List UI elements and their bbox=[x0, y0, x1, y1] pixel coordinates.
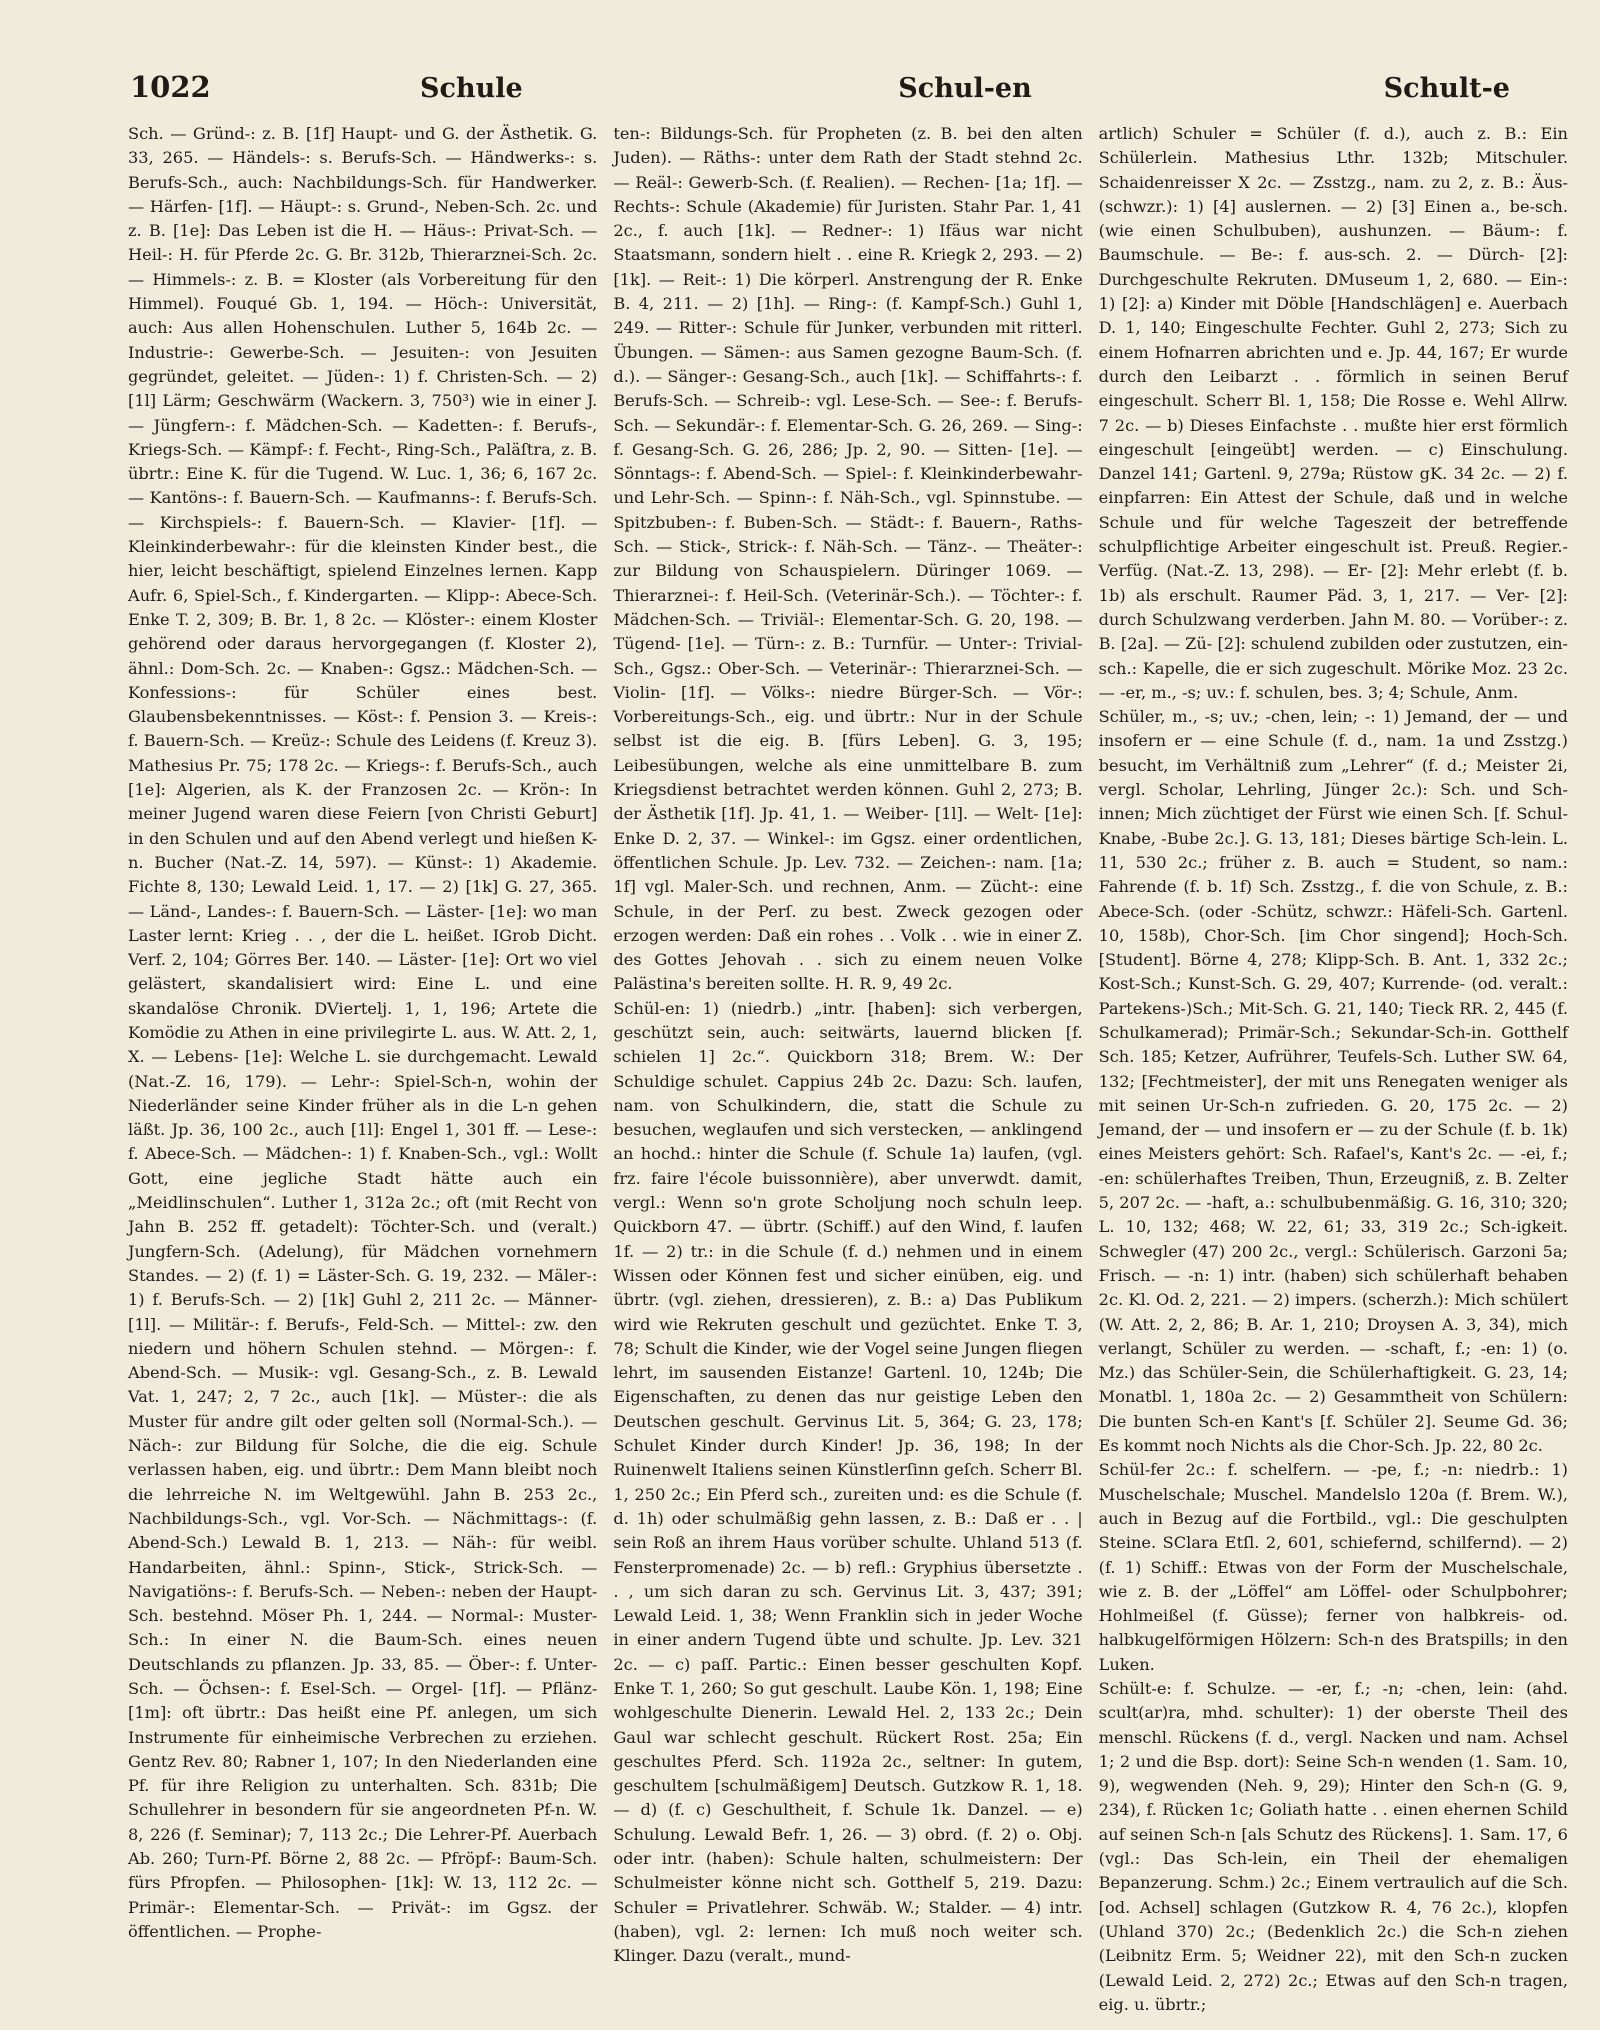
column-paragraph: ten-: Bildungs-Sch. für Propheten (z. B. bei den alten Juden). — Räths-: unter dem Rath der Stadt stehnd 2c. — Reäl-: Gewerb-Sch. (f. Realien). — Rechen- [1a; 1f]. — Rechts-: Schule (Akademie) für Juristen. Stahr Par. 1, 41 2c., f. auch [1k]. — Redner-: 1) Ifäus war nicht Staatsmann, sondern hielt . . eine R. Kriegk 2, 293. — 2) [1k]. — Reit-: 1) Die körperl. Anstrengung der R. Enke B. 4, 211. — 2) [1h]. — Ring-: (f. Kampf-Sch.) Guhl 1, 249. — Ritter-: Schule für Junker, verbunden mit ritterl. Übungen. — Sämen-: aus Samen gezogne Baum-Sch. (f. d.). — Sänger-: Gesang-Sch., auch [1k]. — Schiffahrts-: f. Berufs-Sch. — Schreib-: vgl. Lese-Sch. — See-: f. Berufs-Sch. — Sekundär-: f. Elementar-Sch. G. 26, 269. — Sing-: f. Gesang-Sch. G. 26, 286; Jp. 2, 90. — Sitten- [1e]. — Sönntags-: f. Abend-Sch. — Spiel-: f. Kleinkinderbewahr- und Lehr-Sch. — Spinn-: f. Näh-Sch., vgl. Spinnstube. — Spitzbuben-: f. Buben-Sch. — Städt-: f. Bauern-, Raths-Sch. — Stick-, Strick-: f. Näh-Sch. — Tänz-. — Theäter-: zur Bildung von Schauspielern. Düringer 1069. — Thierarznei-: f. Heil-Sch. (Veterinär-Sch.). — Töchter-: f. Mädchen-Sch. — Triviäl-: Elementar-Sch. G. 20, 198. — Tügend- [1e]. — Türn-: z. B.: Turnfür. — Unter-: Trivial-Sch., Ggsz.: Ober-Sch. — Veterinär-: Thierarznei-Sch. — Violin- [1f]. — Völks-: niedre Bürger-Sch. — Vör-: Vorbereitungs-Sch., eig. und übrtr.: Nur in der Schule selbst ist die eig. B. [fürs Leben]. G. 3, 195; Leibesübungen, welche als eine unmittelbare B. zum Kriegsdienst betrachtet werden können. Guhl 2, 273; B. der Ästhetik [1f]. Jp. 41, 1. — Weiber- [1l]. — Welt- [1e]: Enke D. 2, 37. — Winkel-: im Ggsz. einer ordentlichen, öffentlichen Schule. Jp. Lev. 732. — Zeichen-: nam. [1a; 1f] vgl. Maler-Sch. und rechnen, Anm. — Zücht-: eine Schule, in der Perſ. zu best. Zweck gezogen oder erzogen werden: Daß ein rohes . . Volk . . wie in einer Z. des Gottes Jehovah . . sich zu einem neuen Volke Palästina's bereiten sollte. H. R. 9, 49 2c. bbox=[613, 124, 1083, 994]
headword-right: Schult-e bbox=[1383, 73, 1510, 104]
page-number: 1022 bbox=[130, 70, 211, 104]
column-right bbox=[1098, 122, 1568, 2014]
headword-center: Schul-en bbox=[898, 73, 1032, 104]
text-columns bbox=[128, 122, 1568, 2014]
column-paragraph: Sch. — Gründ-: z. B. [1f] Haupt- und G. der Ästhetik. G. 33, 265. — Händels-: s. Berufs-Sch. — Händwerks-: s. Berufs-Sch., auch: Nachbildungs-Sch. für Handwerker. — Härfen- [1f]. — Häupt-: s. Grund-, Neben-Sch. 2c. und z. B. [1e]: Das Leben ist die H. — Häus-: Privat-Sch. — Heil-: H. für Pferde 2c. G. Br. 312b, Thierarznei-Sch. 2c. — Himmels-: z. B. = Kloster (als Vorbereitung für den Himmel). Fouqué Gb. 1, 194. — Höch-: Universität, auch: Aus allen Hohenschulen. Luther 5, 164b 2c. — Industrie-: Gewerbe-Sch. — Jesuiten-: von Jesuiten gegründet, geleitet. — Jüden-: 1) f. Christen-Sch. — 2) [1l] Lärm; Geschwärm (Wackern. 3, 750³) wie in einer J. — Jüngfern-: f. Mädchen-Sch. — Kadetten-: f. Berufs-, Kriegs-Sch. — Kämpf-: f. Fecht-, Ring-Sch., Paläſtra, z. B. übrtr.: Eine K. für die Tugend. W. Luc. 1, 36; 6, 167 2c. — Kantöns-: f. Bauern-Sch. — Kaufmanns-: f. Berufs-Sch. — Kirchspiels-: f. Bauern-Sch. — Klavier- [1f]. — Kleinkinderbewahr-: für die kleinsten Kinder best., die hier, leicht beschäftigt, spielend Einzelnes lernen. Kapp Aufr. 6, Spiel-Sch., f. Kindergarten. — Klipp-: Abece-Sch. Enke T. 2, 309; B. Br. 1, 8 2c. — Klöster-: einem Kloster gehörend oder daraus hervorgegangen (f. Kloster 2), ähnl.: Dom-Sch. 2c. — Knaben-: Ggsz.: Mädchen-Sch. — Konfessions-: für Schüler eines best. Glaubensbekenntnisses. — Köst-: f. Pension 3. — Kreis-: f. Bauern-Sch. — Kreüz-: Schule des Leidens (f. Kreuz 3). Mathesius Pr. 75; 178 2c. — Kriegs-: f. Berufs-Sch., auch [1e]: Algerien, als K. der Franzosen 2c. — Krön-: In meiner Jugend waren diese Feiern [von Christi Geburt] in den Schulen und auf den Abend verlegt und hießen K-n. Bucher (Nat.-Z. 14, 597). — Künst-: 1) Akademie. Fichte 8, 130; Lewald Leid. 1, 17. — 2) [1k] G. 27, 365. — Länd-, Landes-: f. Bauern-Sch. — Läster- [1e]: wo man Laster lernt: Krieg . . , der die L. heißet. IGrob Dicht. Verf. 2, 104; Görres Ber. 140. — Läster- [1e]: Ort wo viel gelästert, skandalisiert wird: Eine L. und eine skandalöse Chronik. DViertelj. 1, 1, 196; Artete die Komödie zu Athen in eine privilegirte L. aus. W. Att. 2, 1, X. — Lebens- [1e]: Welche L. sie durchgemacht. Lewald (Nat.-Z. 16, 179). — Lehr-: Spiel-Sch-n, wohin der Niederländer seine Kinder früher als in die L-n gehen läßt. Jp. 36, 100 2c., auch [1l]: Engel 1, 301 ff. — Lese-: f. Abece-Sch. — Mädchen-: 1) f. Knaben-Sch., vgl.: Wollt Gott, eine jegliche Stadt hätte auch ein „Meidlinschulen“. Luther 1, 312a 2c.; oft (mit Recht von Jahn B. 252 ff. getadelt): Töchter-Sch. und (veralt.) Jungfern-Sch. (Adelung), für Mädchen vornehmern Standes. — 2) (f. 1) = Läster-Sch. G. 19, 232. — Mäler-: 1) f. Berufs-Sch. — 2) [1k] Guhl 2, 211 2c. — Männer- [1l]. — Militär-: f. Berufs-, Feld-Sch. — Mittel-: zw. den niedern und höhern Schulen stehnd. — Mörgen-: f. Abend-Sch. — Musik-: vgl. Gesang-Sch., z. B. Lewald Vat. 1, 247; 2, 7 2c., auch [1k]. — Müster-: die als Muster für andre gilt oder gelten soll (Normal-Sch.). — Näch-: zur Bildung für Solche, die die eig. Schule verlassen haben, eig. und übrtr.: Dem Mann bleibt noch die lehrreiche N. im Weltgewühl. Jahn B. 253 2c., Nachbildungs-Sch., vgl. Vor-Sch. — Nächmittags-: (f. Abend-Sch.) Lewald B. 1, 213. — Näh-: für weibl. Handarbeiten, ähnl.: Spinn-, Stick-, Strick-Sch. — Navigatiöns-: f. Berufs-Sch. — Neben-: neben der Haupt-Sch. bestehnd. Möser Ph. 1, 244. — Normal-: Muster-Sch.: In einer N. die Baum-Sch. eines neuen Deutschlands zu pflanzen. Jp. 33, 85. — Öber-: f. Unter-Sch. — Öchsen-: f. Esel-Sch. — Orgel- [1f]. — Pflänz- [1m]: oft übrtr.: Das heißt eine Pf. anlegen, um sich Instrumente für einheimische Verbrechen zu erziehen. Gentz Rev. 80; Rabner 1, 107; In den Niederlanden eine Pf. für ihre Religion zu unterhalten. Sch. 831b; Die Schullehrer in besondern für sie angeordneten Pf-n. W. 8, 226 (f. Seminar); 7, 113 2c.; Die Lehrer-Pf. Auerbach Ab. 260; Turn-Pf. Börne 2, 88 2c. — Pfröpf-: Baum-Sch. fürs Pfropfen. — Philosophen- [1k]: W. 13, 112 2c. — Primär-: Elementar-Sch. — Privät-: im Ggsz. der öffentlichen. — Prophe- bbox=[128, 124, 598, 1941]
column-paragraph: Schül-fer 2c.: f. schelfern. — -pe, f.; -n: niedrb.: 1) Muschelschale; Muschel. Mandelslo 120a (f. Brem. W.), auch in Bezug auf die Fortbild., vgl.: Die geschulpten Steine. SClara Etſl. 2, 601, schiefernd, schilfernd). — 2) (f. 1) Schiff.: Etwas von der Form der Muschelschale, wie z. B. der „Löffel“ am Löffel- oder Schulpbohrer; Hohlmeißel (f. Güsse); ferner von halbkreis- od. halbkugelförmigen Hölzern: Sch-n des Bratspills; in den Luken. bbox=[1098, 1460, 1568, 1674]
column-paragraph: Schült-e: f. Schulze. — -er, f.; -n; -chen, lein: (ahd. scult(ar)ra, mhd. schulter): 1) der oberste Theil des menschl. Rückens (f. d., vergl. Nacken und nam. Achsel 1; 2 und die Bsp. dort): Seine Sch-n wenden (1. Sam. 10, 9), wegwenden (Neh. 9, 29); Hinter den Sch-n (G. 9, 234), f. Rücken 1c; Goliath hatte . . einen ehernen Schild auf seinen Sch-n [als Schutz des Rückens]. 1. Sam. 17, 6 (vgl.: Das Sch-lein, ein Theil der ehemaligen Bepanzerung. Schm.) 2c.; Einem vertraulich auf die Sch. [od. Achsel] schlagen (Gutzkow R. 4, 76 2c.), klopfen (Uhland 370) 2c.; (Bedenklich 2c.) die Sch-n ziehen (Leibnitz Erm. 5; Weidner 22), mit den Sch-n zucken (Lewald Leid. 2, 272) 2c.; Etwas auf den Sch-n tragen, eig. u. übrtr.; bbox=[1098, 1679, 1568, 2014]
column-left bbox=[128, 122, 597, 2002]
running-head bbox=[130, 70, 1540, 110]
column-paragraph: artlich) Schuler = Schüler (f. d.), auch z. B.: Ein Schülerlein. Mathesius Lthr. 132b; Mitschuler. Schaidenreisser X 2c. — Zsstzg., nam. zu 2, z. B.: Äus- (schwzr.): 1) [4] auslernen. — 2) [3] Einen a., be-sch. (wie einen Schulbuben), aushunzen. — Bäum-: f. Baumschule. — Be-: f. aus-sch. 2. — Dürch- [2]: Durchgeschulte Rekruten. DMuseum 1, 2, 680. — Ein-: 1) [2]: a) Kinder mit Döble [Handschlägen] e. Auerbach D. 1, 140; Eingeschulte Fechter. Guhl 2, 273; Sich zu einem Hofnarren abrichten und e. Jp. 44, 167; Er wurde durch den Leibarzt . . förmlich in seinen Beruf eingeschult. Scherr Bl. 1, 158; Die Rosse e. Wehl Allrw. 7 2c. — b) Dieses Einfachste . . mußte hier erst förmlich eingeschult [eingeübt] werden. — c) Einschulung. Danzel 141; Gartenl. 9, 279a; Rüstow gK. 34 2c. — 2) f. einpfarren: Ein Attest der Schule, daß und in welche Schule und für welche Tageszeit der betreffende schulpflichtige Arbeiter eingeschult ist. Preuß. Regier.-Verfüg. (Nat.-Z. 13, 298). — Er- [2]: Mehr erlebt (f. b. 1b) als erschult. Raumer Päd. 3, 1, 217. — Ver- [2]: durch Schulzwang verderben. Jahn M. 80. — Vorüber-: z. B. [2a]. — Zü- [2]: schulend zubilden oder zustutzen, ein-sch.: Kapelle, die er sich zugeschult. Mörike Moz. 23 2c. — -er, m., -s; uv.: f. schulen, bes. 3; 4; Schule, Anm. bbox=[1098, 124, 1568, 702]
column-middle bbox=[613, 122, 1082, 2002]
column-paragraph: Schüler, m., -s; uv.; -chen, lein; -: 1) Jemand, der — und insofern er — eine Schule (f. d., nam. 1a und Zsstzg.) besucht, im Verhältniß zum „Lehrer“ (f. d.; Meister 2i, vergl. Scholar, Lehrling, Jünger 2c.): Sch. und Sch-innen; Mich züchtiget der Fürst wie einen Sch. [f. Schul-Knabe, -Bube 2c.]. G. 13, 181; Dieses bärtige Sch-lein. L. 11, 530 2c.; früher z. B. auch = Student, so nam.: Fahrende (f. b. 1f) Sch. Zsstzg., f. die von Schule, z. B.: Abece-Sch. (oder -Schütz, schwzr.: Häfeli-Sch. Gartenl. 10, 158b), Chor-Sch. [im Chor singend]; Hoch-Sch. [Student]. Börne 4, 278; Klipp-Sch. B. Ant. 1, 332 2c.; Kost-Sch.; Kunst-Sch. G. 29, 407; Kurrende- (od. veralt.: Partekens-)Sch.; Mit-Sch. G. 21, 140; Tieck RR. 2, 445 (f. Schulkamerad); Primär-Sch.; Sekundar-Sch-in. Gotthelf Sch. 185; Ketzer, Aufrührer, Teufels-Sch. Luther SW. 64, 132; [Fechtmeister], der mit uns Renegaten weniger als mit seinen Ur-Sch-n zufrieden. G. 20, 175 2c. — 2) Jemand, der — und insofern er — zu der Schule (f. b. 1k) eines Meisters gehört: Sch. Rafael's, Kant's 2c. — -ei, f.; -en: schülerhaftes Treiben, Thun, Erzeugniß, z. B. Zelter 5, 207 2c. — -haft, a.: schulbubenmäßig. G. 16, 310; 320; L. 10, 132; 468; W. 22, 61; 33, 319 2c.; Sch-igkeit. Schwegler (47) 200 2c., vergl.: Schülerisch. Garzoni 5a; Frisch. — -n: 1) intr. (haben) sich schülerhaft behaben 2c. Kl. Od. 2, 221. — 2) impers. (scherzh.): Mich schülert (W. Att. 2, 2, 86; B. Ar. 1, 210; Droysen A. 3, 34), mich verlangt, Schüler zu werden. — -schaft, f.; -en: 1) (o. Mz.) das Schüler-Sein, die Schülerhaftigkeit. G. 23, 14; Monatbl. 1, 180a 2c. — 2) Gesammtheit von Schülern: Die bunten Sch-en Kant's [f. Schüler 2]. Seume Gd. 36; Es kommt noch Nichts als die Chor-Sch. Jp. 22, 80 2c. bbox=[1098, 707, 1568, 1456]
headword-left: Schule bbox=[420, 73, 523, 104]
column-paragraph: Schül-en: 1) (niedrb.) „intr. [haben]: sich verbergen, geschützt sein, auch: seitwärts, lauernd blicken [f. schielen 1] 2c.“. Quickborn 318; Brem. W.: Der Schuldige schulet. Cappius 24b 2c. Dazu: Sch. laufen, nam. von Schulkindern, die, statt die Schule zu besuchen, weglaufen und sich verstecken, — anklingend an hochd.: hinter die Schule (f. Schule 1a) laufen, (vgl. frz. faire l'école buissonnière), aber unverwdt. damit, vergl.: Wenn so'n grote Scholjung noch schuln leep. Quickborn 47. — übrtr. (Schiff.) auf den Wind, f. laufen 1f. — 2) tr.: in die Schule (f. d.) nehmen und in einem Wissen oder Können fest und sicher einüben, eig. und übrtr. (vgl. ziehen, dressieren), z. B.: a) Das Publikum wird wie Rekruten geschult und gezüchtet. Enke T. 3, 78; Schult die Kinder, wie der Vogel seine Jungen fliegen lehrt, im sausenden Eistanze! Gartenl. 10, 124b; Die Eigenschaften, zu denen das nur geistige Leben den Deutschen geschult. Gervinus Lit. 5, 364; G. 23, 178; Schulet Kinder durch Kinder! Jp. 36, 198; In der Ruinenwelt Italiens seinen Künstlerſinn geſch. Scherr Bl. 1, 250 2c.; Ein Pferd sch., zureiten und: es die Schule (f. d. 1h) oder schulmäßig gehn lassen, z. B.: Daß er . . | sein Roß an ihrem Haus vorüber schulte. Uhland 513 (f. Fensterpromenade) 2c. — b) refl.: Gryphius übersetzte . . , um sich daran zu sch. Gervinus Lit. 3, 437; 391; Lewald Leid. 1, 38; Wenn Franklin sich in jeder Woche in einer andern Tugend übte und schulte. Jp. Lev. 321 2c. — c) paſſ. Partic.: Einen besser geschulten Kopf. Enke T. 1, 260; So gut geschult. Laube Kön. 1, 198; Eine wohlgeschulte Dienerin. Lewald Hel. 2, 133 2c.; Dein Gaul war schlecht geschult. Rückert Rost. 25a; Ein geschultes Pferd. Sch. 1192a 2c., seltner: In gutem, geschultem [schulmäßigem] Deutsch. Gutzkow R. 1, 18. — d) (f. c) Geschultheit, f. Schule 1k. Danzel. — e) Schulung. Lewald Befr. 1, 26. — 3) obrd. (f. 2) o. Obj. oder intr. (haben): Schule halten, schulmeistern: Der Schulmeister könne nicht sch. Gotthelf 5, 219. Dazu: Schuler = Privatlehrer. Schwäb. W.; Stalder. — 4) intr. (haben), vgl. 2: lernen: Ich muß noch weiter sch. Klinger. Dazu (veralt., mund- bbox=[613, 998, 1083, 1966]
